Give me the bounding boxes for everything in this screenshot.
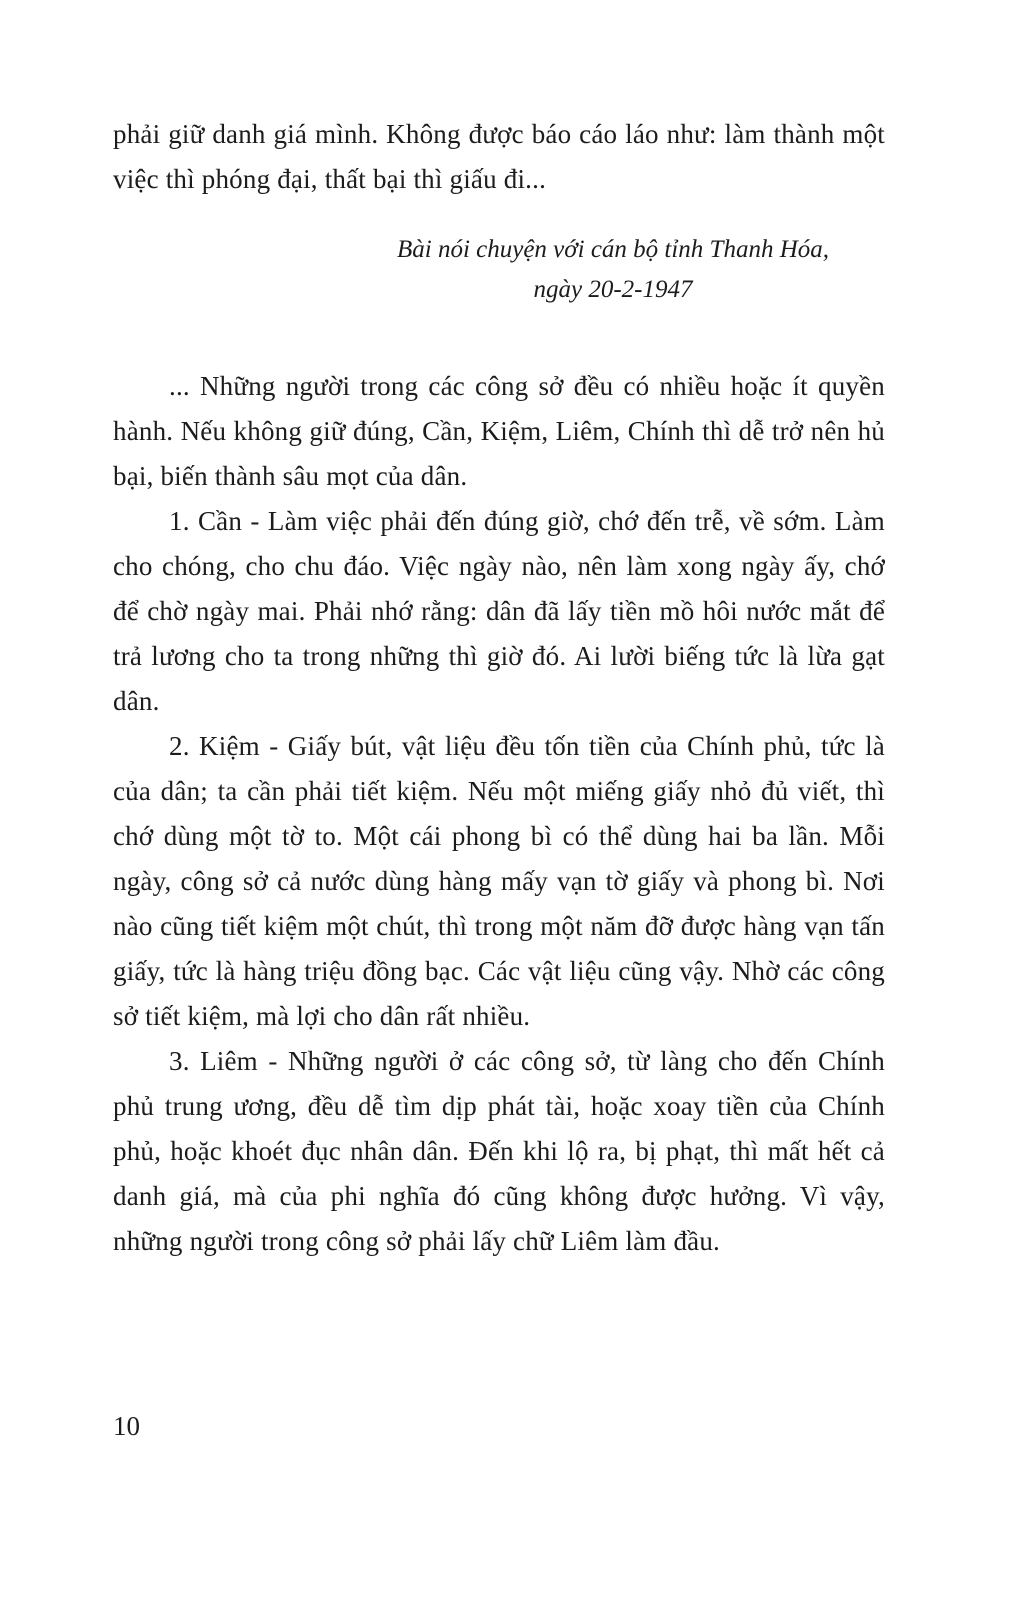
paragraph-can: 1. Cần - Làm việc phải đến đúng giờ, chớ đến trễ, về sớm. Làm cho chóng, cho chu đáo. Việc ngày nào, nên làm xong ngày ấy, chớ để chờ ngày mai. Phải nhớ rằng: dân đã lấy tiền mồ hôi nước mắt để trả lương cho ta trong những thì giờ đó. Ai lười biếng tức là lừa gạt dân. xyxy=(113,506,885,716)
paragraph-quyen-hanh: ... Những người trong các công sở đều có nhiều hoặc ít quyền hành. Nếu không giữ đúng, Cần, Kiệm, Liêm, Chính thì dễ trở nên hủ bại, biến thành sâu mọt của dân. xyxy=(113,371,885,491)
page-number: 10 xyxy=(113,1411,140,1441)
paragraph-intro: phải giữ danh giá mình. Không được báo cáo láo như: làm thành một việc thì phóng đại, thất bại thì giấu đi... xyxy=(113,119,885,194)
page-content xyxy=(113,112,885,1264)
citation-block xyxy=(353,230,873,310)
paragraph-kiem: 2. Kiệm - Giấy bút, vật liệu đều tốn tiền của Chính phủ, tức là của dân; ta cần phải tiết kiệm. Nếu một miếng giấy nhỏ đủ viết, thì chớ dùng một tờ to. Một cái phong bì có thể dùng hai ba lần. Mỗi ngày, công sở cả nước dùng hàng mấy vạn tờ giấy và phong bì. Nơi nào cũng tiết kiệm một chút, thì trong một năm đỡ được hàng vạn tấn giấy, tức là hàng triệu đồng bạc. Các vật liệu cũng vậy. Nhờ các công sở tiết kiệm, mà lợi cho dân rất nhiều. xyxy=(113,731,885,1031)
citation-source: Bài nói chuyện với cán bộ tỉnh Thanh Hóa, xyxy=(396,236,830,263)
citation-date: ngày 20-2-1947 xyxy=(533,276,693,303)
paragraph-liem: 3. Liêm - Những người ở các công sở, từ làng cho đến Chính phủ trung ương, đều dễ tìm dịp phát tài, hoặc xoay tiền của Chính phủ, hoặc khoét đục nhân dân. Đến khi lộ ra, bị phạt, thì mất hết cả danh giá, mà của phi nghĩa đó cũng không được hưởng. Vì vậy, những người trong công sở phải lấy chữ Liêm làm đầu. xyxy=(113,1046,885,1256)
